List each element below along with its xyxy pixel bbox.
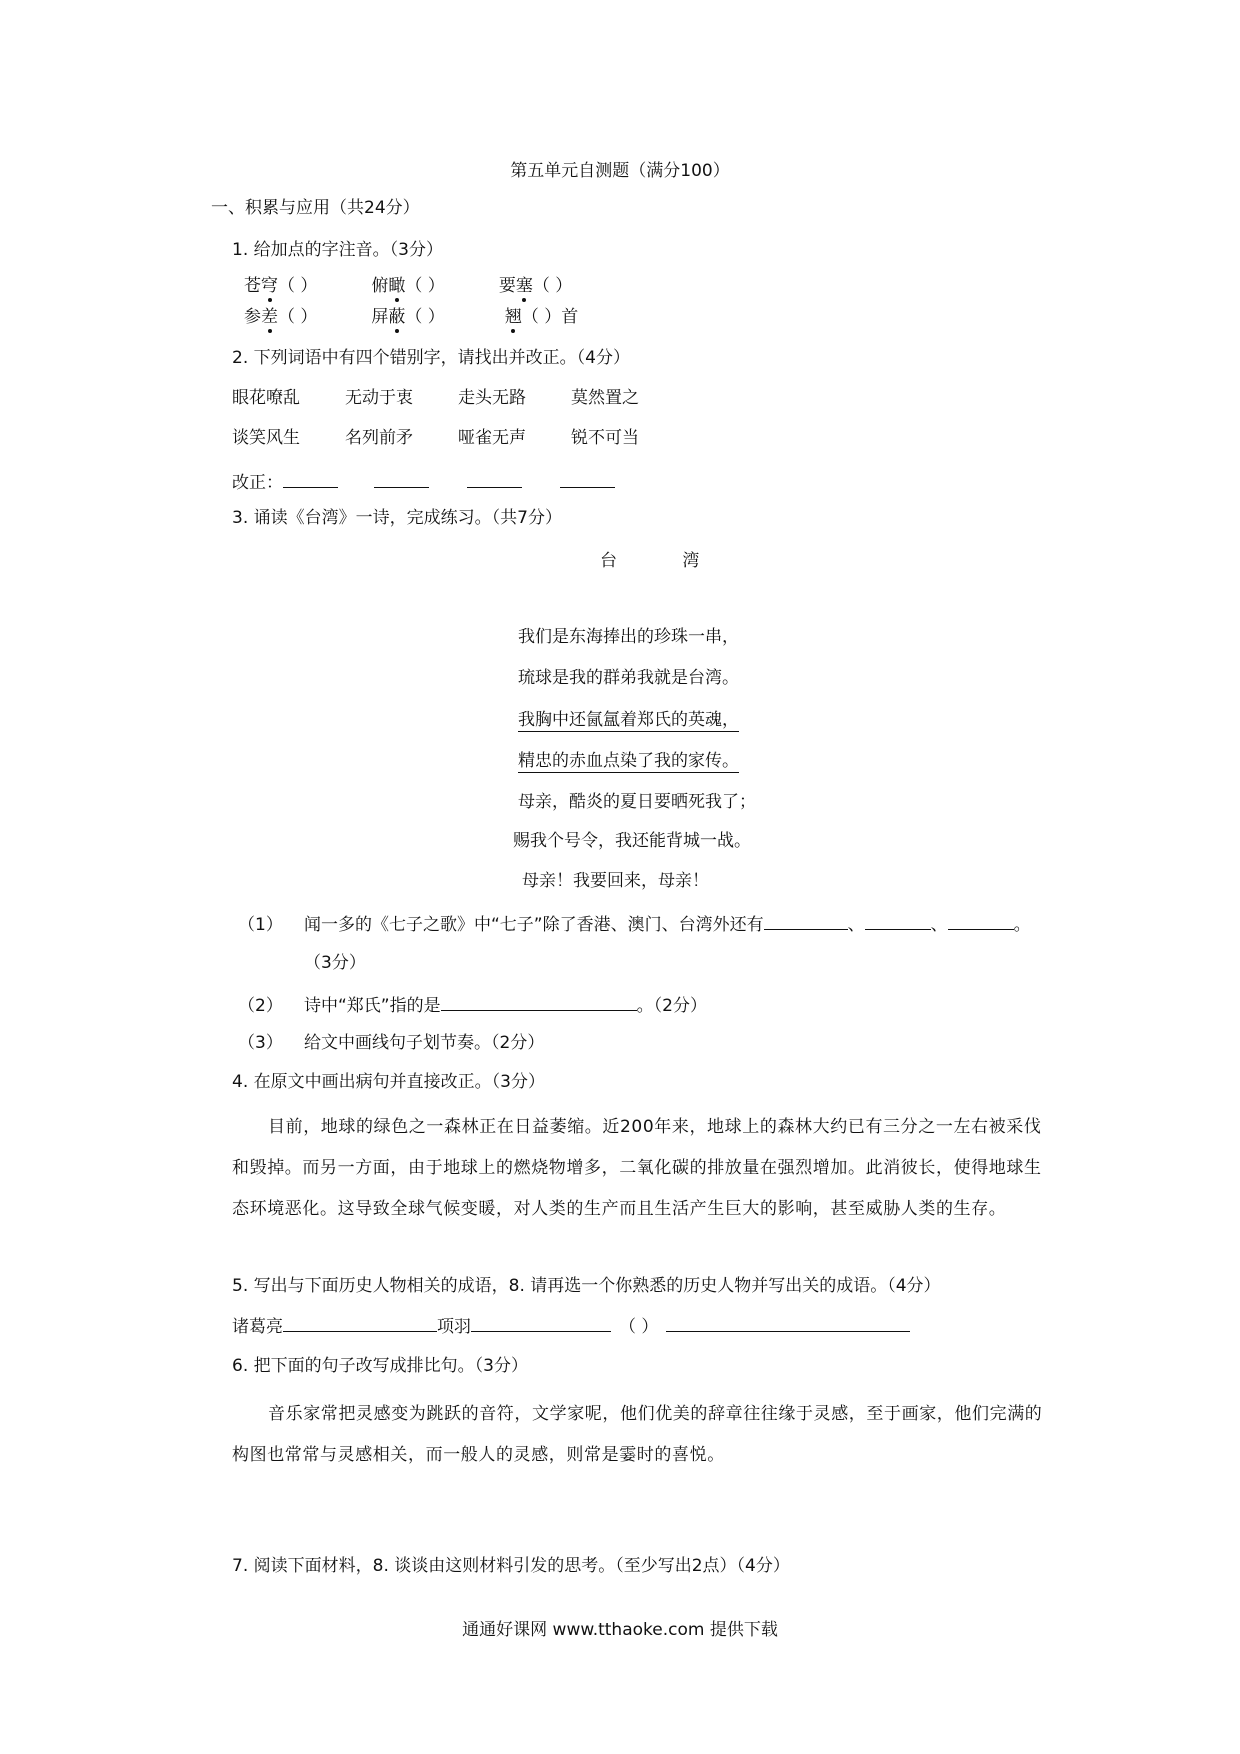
- sub-question-2: （2） 诗中“郑氏”指的是 。（2分）: [238, 993, 707, 1017]
- answer-blank[interactable]: [283, 470, 338, 488]
- word-item: 锐不可当: [571, 428, 639, 448]
- answer-blank[interactable]: [471, 1314, 611, 1332]
- correction-line: [232, 470, 615, 494]
- passage-paragraph: 目前，地球的绿色之一森林正在日益萎缩。近200年来，地球上的森林大约已有三分之一左右被采伐和毁掉。而另一方面，由于地球上的燃烧物增多，二氧化碳的排放量在强烈增加。此消彼长，使得地球生态环境恶化。这导致全球气候变暖，对人类的生产而且生活产生巨大的影响，甚至威胁人类的生存。: [232, 1117, 1042, 1219]
- question-4-label: 4. 在原文中画出病句并直接改正。（3分）: [232, 1072, 545, 1092]
- pinyin-item: 屏蔽（ ）: [371, 307, 445, 327]
- sub-question-1: （1） 闻一多的《七子之歌》中“七子”除了香港、澳门、台湾外还有 、 、 。: [238, 912, 1031, 936]
- word-item: 谈笑风生: [232, 428, 300, 448]
- answer-blank[interactable]: [441, 993, 637, 1011]
- answer-blank[interactable]: [560, 470, 615, 488]
- passage-paragraph: 音乐家常把灵感变为跳跃的音符，文学家呢，他们优美的辞章往往缘于灵感，至于画家，他们完满的构图也常常与灵感相关，而一般人的灵感，则常是霎时的喜悦。: [232, 1404, 1043, 1465]
- page-footer: 通通好课网 www.tthaoke.com 提供下载: [462, 1620, 778, 1640]
- poem-line: 琉球是我的群弟我就是台湾。: [518, 668, 739, 688]
- pinyin-item: 翘（ ）首: [504, 307, 579, 327]
- answer-blank[interactable]: [764, 912, 848, 930]
- page-title: 第五单元自测题（满分100）: [510, 161, 730, 181]
- word-item: 哑雀无声: [458, 428, 526, 448]
- idiom-answer-line: 诸葛亮 项羽 （ ）: [232, 1314, 910, 1338]
- word-row-2: [232, 428, 684, 449]
- answer-blank[interactable]: [283, 1314, 437, 1332]
- word-item: 无动于衷: [345, 388, 413, 408]
- answer-blank[interactable]: [467, 470, 522, 488]
- answer-blank[interactable]: [374, 470, 429, 488]
- question-3-label: 3. 诵读《台湾》一诗，完成练习。（共7分）: [232, 508, 562, 528]
- poem-line: 赐我个号令，我还能背城一战。: [513, 831, 751, 851]
- pinyin-item: 参差（ ）: [244, 307, 318, 327]
- section-heading: 一、积累与应用（共24分）: [211, 198, 420, 218]
- correction-label: 改正：: [232, 473, 283, 493]
- answer-blank[interactable]: [666, 1314, 910, 1332]
- word-item: 莫然置之: [571, 388, 639, 408]
- sub-question-3: （3） 给文中画线句子划节奏。（2分）: [238, 1033, 545, 1053]
- word-row-1: [232, 388, 684, 409]
- word-item: 名列前矛: [345, 428, 413, 448]
- question-1-label: 1. 给加点的字注音。（3分）: [232, 240, 443, 260]
- pinyin-row-2: [244, 307, 632, 328]
- poem-line: 母亲，酷炎的夏日要晒死我了；: [518, 792, 756, 812]
- question-6-label: 6. 把下面的句子改写成排比句。（3分）: [232, 1356, 528, 1376]
- answer-blank[interactable]: [865, 912, 931, 930]
- pinyin-item: 苍穹（ ）: [244, 276, 318, 296]
- poem-line-underlined: 我胸中还氤氲着郑氏的英魂，: [518, 710, 739, 730]
- sub-question-1-score: （3分）: [304, 953, 366, 973]
- poem-title: 台 湾: [600, 551, 730, 571]
- word-item: 眼花嘹乱: [232, 388, 300, 408]
- answer-blank[interactable]: [948, 912, 1014, 930]
- poem-line-underlined: 精忠的赤血点染了我的家传。: [518, 751, 739, 771]
- question-7-label: 7. 阅读下面材料，8. 谈谈由这则材料引发的思考。（至少写出2点）（4分）: [232, 1556, 790, 1576]
- pinyin-item: 俯瞰（ ）: [371, 276, 445, 296]
- pinyin-row-1: [244, 276, 626, 297]
- question-5-label: 5. 写出与下面历史人物相关的成语，8. 请再选一个你熟悉的历史人物并写出关的成语。（4分）: [232, 1276, 941, 1296]
- poem-line: 母亲！我要回来，母亲！: [522, 871, 709, 891]
- poem-line: 我们是东海捧出的珍珠一串，: [518, 627, 739, 647]
- question-2-label: 2. 下列词语中有四个错别字，请找出并改正。（4分）: [232, 348, 630, 368]
- pinyin-item: 要塞（ ）: [498, 276, 573, 296]
- word-item: 走头无路: [458, 388, 526, 408]
